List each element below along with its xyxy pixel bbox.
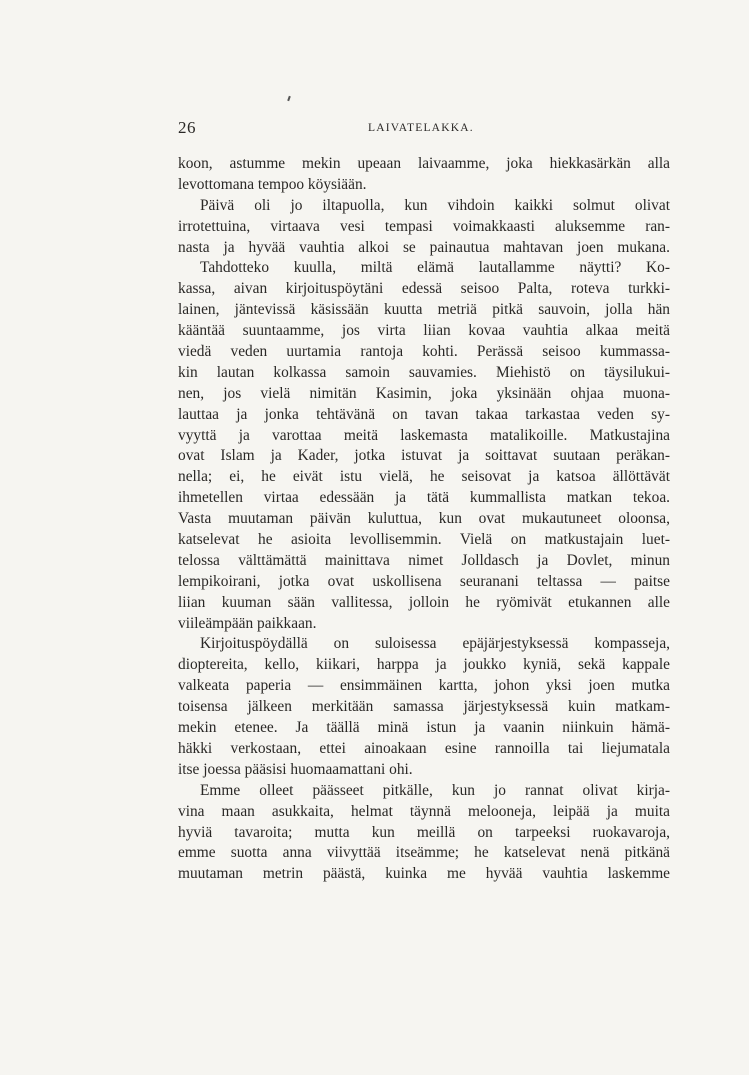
text-line: nasta ja hyvää vauhtia alkoi se painautua mahtavan joen mukana. (178, 238, 670, 256)
page-number: 26 (178, 118, 196, 137)
text-line: lainen, jäntevissä käsissään kuutta metriä pitkä sauvoin, jolla hän (178, 301, 670, 319)
text-line: muutaman metrin päästä, kuinka me hyvää vauhtia laskemme (178, 865, 670, 883)
text-line: telossa välttämättä mainittava nimet Jolldasch ja Dovlet, minun (178, 551, 670, 569)
ink-speck (287, 96, 291, 101)
text-line: viileämpään paikkaan. (178, 614, 317, 632)
text-line: levottomana tempoo köysiään. (178, 175, 367, 193)
body-text (178, 154, 670, 885)
text-line: katselevat he asioita levollisemmin. Vielä on matkustajain luet- (178, 531, 670, 549)
text-line: itse joessa pääsisi huomaamattani ohi. (178, 760, 413, 778)
text-line: vyyttä ja varottaa meitä laskemasta matalikoille. Matkustajina (178, 426, 670, 444)
text-line: häkki verkostaan, ettei ainoakaan esine rannoilla tai liejumatala (178, 739, 670, 757)
text-line: ovat Islam ja Kader, jotka istuvat ja soittavat suutaan peräkan- (178, 447, 670, 465)
text-line: liian kuuman sään vallitessa, jolloin he ryömivät etukannen alle (178, 593, 670, 611)
text-line: irrotettuina, virtaava vesi tempasi voimakkaasti aluksemme ran- (178, 217, 670, 235)
text-line: nella; ei, he eivät istu vielä, he seisovat ja katsoa ällöttävät (178, 468, 670, 486)
text-line: kin lautan kolkassa samoin sauvamies. Miehistö on täysilukui- (178, 363, 670, 381)
page-header (178, 118, 670, 142)
text-line: koon, astumme mekin upeaan laivaamme, joka hiekkasärkän alla (178, 155, 670, 172)
text-line: Emme olleet päässeet pitkälle, kun jo rannat olivat kirja- (200, 781, 670, 799)
text-line: lempikoirani, jotka ovat uskollisena seuranani teltassa — paitse (178, 572, 670, 590)
text-line: dioptereita, kello, kiikari, harppa ja joukko kyniä, sekä kappale (178, 656, 670, 674)
text-line: Tahdotteko kuulla, miltä elämä lautallamme näytti? Ko- (200, 259, 670, 277)
text-line: nen, jos vielä nimitän Kasimin, joka yksinään ohjaa muona- (178, 384, 670, 402)
text-line: Kirjoituspöydällä on suloisessa epäjärjestyksessä kompasseja, (200, 635, 670, 653)
text-line: emme suotta anna viivyttää itseämme; he katselevat nenä pitkänä (178, 844, 670, 862)
text-line: toisensa jälkeen merkitään samassa järjestyksessä kuin matkam- (178, 698, 670, 716)
text-line: kassa, aivan kirjoituspöytäni edessä seisoo Palta, roteva turkki- (178, 280, 670, 298)
text-line: valkeata paperia — ensimmäinen kartta, johon yksi joen mutka (178, 677, 670, 695)
text-line: mekin etenee. Ja täällä minä istun ja vaanin niinkuin hämä- (178, 719, 670, 737)
text-line: kääntää suuntaamme, jos virta liian kovaa vauhtia alkaa meitä (178, 322, 670, 340)
text-line: viedä veden uurtamia rantoja kohti. Perässä seisoo kummassa- (178, 343, 670, 361)
text-line: vina maan asukkaita, helmat täynnä melooneja, leipää ja muita (178, 802, 670, 820)
text-line: lauttaa ja jonka tehtävänä on tavan takaa tarkastaa veden sy- (178, 405, 670, 423)
text-line: Vasta muutaman päivän kuluttua, kun ovat mukautuneet oloonsa, (178, 510, 670, 528)
text-line: ihmetellen virtaa edessään ja tätä kummallista matkan tekoa. (178, 489, 670, 507)
text-line: Päivä oli jo iltapuolla, kun vihdoin kaikki solmut olivat (200, 196, 670, 214)
running-head: LAIVATELAKKA. (368, 122, 474, 134)
text-line: hyviä tavaroita; mutta kun meillä on tarpeeksi ruokavaroja, (178, 823, 670, 841)
